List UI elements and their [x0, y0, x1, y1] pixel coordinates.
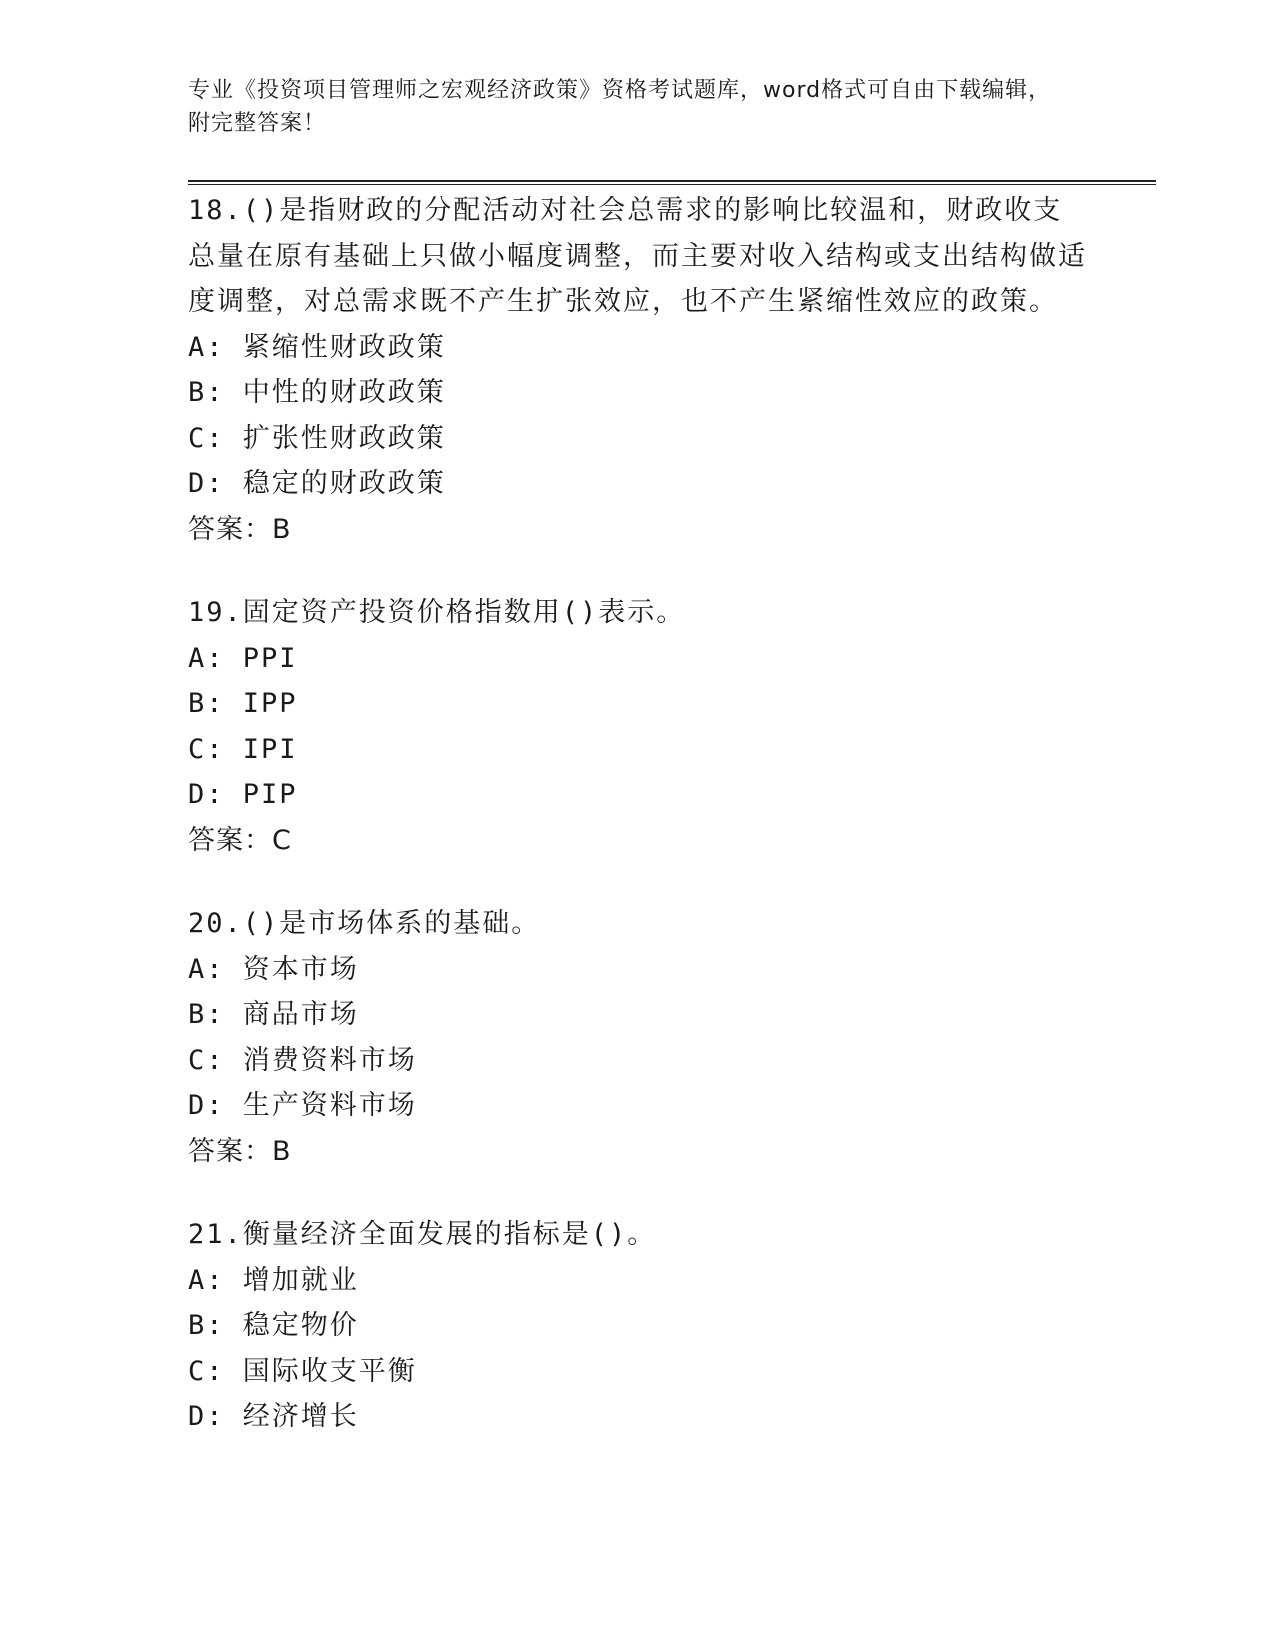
header-divider-thin: [188, 184, 1156, 185]
option-a: A: PPI: [188, 642, 298, 674]
option-d: D: 经济增长: [188, 1401, 359, 1432]
option-c: C: 扩张性财政政策: [188, 422, 446, 454]
question-20: [188, 901, 1088, 1174]
option-b: B: 稳定物价: [188, 1310, 359, 1341]
option-d: D: 生产资料市场: [188, 1090, 417, 1121]
option-b: B: 中性的财政政策: [188, 377, 446, 408]
option-c: C: 消费资料市场: [188, 1044, 417, 1076]
question-stem: 18.()是指财政的分配活动对社会总需求的影响比较温和，财政收支总量在原有基础上只做小幅度调整，而主要对收入结构或支出结构做适度调整，对总需求既不产生扩张效应，也不产生紧缩性效应的政策。: [188, 195, 1087, 317]
question-list: [188, 188, 1088, 1478]
header-divider-thick: [188, 180, 1156, 182]
question-stem: 19.固定资产投资价格指数用()表示。: [188, 597, 686, 628]
answer-line: 答案：B: [188, 513, 292, 545]
option-d: D: PIP: [188, 779, 298, 810]
question-21: [188, 1212, 1088, 1440]
question-18: [188, 188, 1088, 552]
option-a: A: 资本市场: [188, 953, 359, 985]
option-a: A: 增加就业: [188, 1264, 359, 1296]
option-a: A: 紧缩性财政政策: [188, 331, 446, 363]
option-b: B: 商品市场: [188, 999, 359, 1030]
option-c: C: 国际收支平衡: [188, 1355, 417, 1387]
question-19: [188, 590, 1088, 863]
option-c: C: IPI: [188, 733, 298, 765]
answer-line: 答案：C: [188, 824, 292, 856]
option-d: D: 稳定的财政政策: [188, 468, 446, 499]
option-b: B: IPP: [188, 688, 298, 719]
question-stem: 21.衡量经济全面发展的指标是()。: [188, 1219, 657, 1250]
document-header-note: 专业《投资项目管理师之宏观经济政策》资格考试题库，word格式可自由下载编辑，附完整答案！: [188, 78, 1052, 136]
answer-line: 答案：B: [188, 1135, 292, 1167]
question-stem: 20.()是市场体系的基础。: [188, 908, 541, 939]
